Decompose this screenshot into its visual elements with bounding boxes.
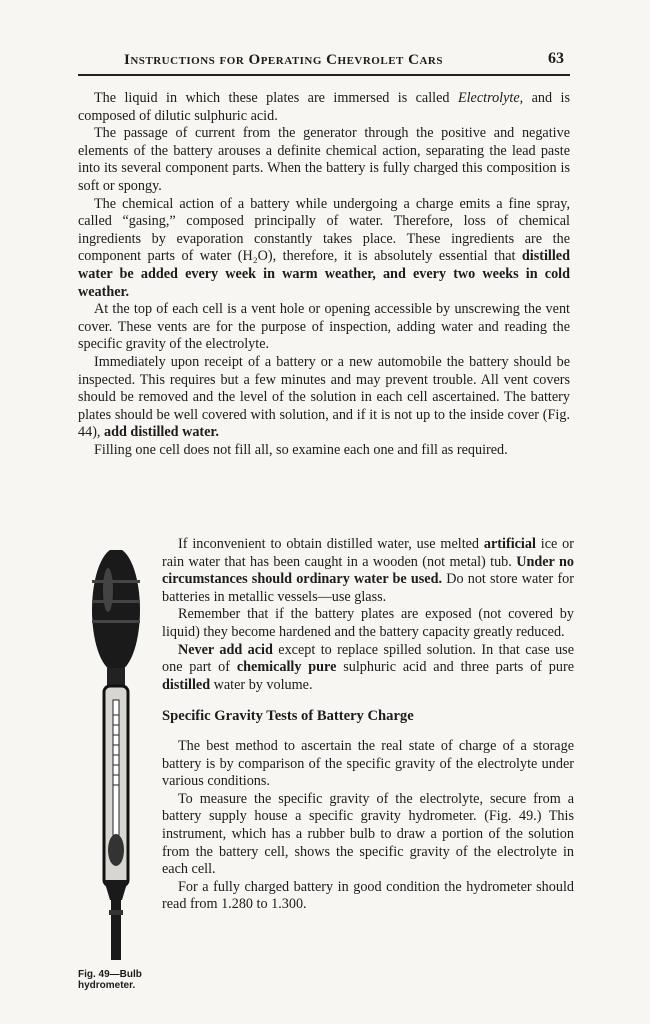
body-paragraph	[78, 196, 570, 302]
body-paragraph	[162, 791, 574, 879]
running-header	[78, 50, 570, 76]
text-run: Filling one cell does not fill all, so examine each one and fill as required.	[94, 441, 508, 458]
text-run: Remember that if the battery plates are exposed (not covered by liquid) they become hardened and the battery capacity greatly reduced.	[162, 606, 574, 640]
text-run: water by volume.	[210, 676, 313, 693]
text-run: Immediately upon receipt of a battery or a new automobile the battery should be inspected. This requires but a few minutes and may prevent trouble. All vent covers should be removed and the level of the solution in each cell ascertained. The battery plates should be well covered with solution, and if it is not up to the inside cover (Fig. 44),	[78, 353, 570, 441]
text-run: Do not store water for batteries in metallic vessels—use glass.	[162, 571, 574, 605]
hydrometer-icon	[86, 550, 146, 965]
text-run: chemically pure	[236, 659, 337, 676]
body-paragraph	[162, 738, 574, 791]
text-run: The passage of current from the generator through the positive and negative elements of the battery arouses a definite chemical action, separating the lead paste into its several component parts. When the battery is fully charged this composition is soft or spongy.	[78, 125, 570, 194]
body-paragraph	[78, 354, 570, 442]
body-paragraph	[78, 125, 570, 195]
right-column-text	[162, 536, 574, 914]
text-run: To measure the specific gravity of the electrolyte, secure from a battery supply house a specific gravity hydrometer. (Fig. 49.) This instrument, which has a rubber bulb to draw a portion of the solution from the battery cell, shows the specific gravity of the electrolyte in each cell.	[162, 790, 574, 878]
text-run: sulphuric acid and three parts of pure	[336, 659, 574, 676]
text-run: At the top of each cell is a vent hole or opening accessible by unscrewing the vent cover. These vents are for the purpose of inspection, adding water and reading the specific gravity of the electrolyte.	[78, 301, 570, 353]
text-run: Never add acid	[178, 641, 273, 658]
page-header-title: Instructions for Operating Chevrolet Cars	[124, 52, 443, 68]
text-run: Electrolyte,	[457, 90, 524, 106]
body-paragraph	[162, 606, 574, 641]
text-run: ice or rain water that has been caught in a wooden (not metal) tub.	[162, 536, 574, 570]
body-paragraph	[162, 642, 574, 695]
text-run: and is composed of dilutic sulphuric acid.	[78, 90, 570, 124]
body-paragraph	[78, 301, 570, 354]
body-paragraph	[162, 879, 574, 914]
text-run: The best method to ascertain the real state of charge of a storage battery is by comparison of the specific gravity of the electrolyte under various conditions.	[162, 737, 574, 790]
text-run: artificial	[483, 536, 536, 552]
text-run: The chemical action of a battery while undergoing a charge emits a fine spray, called “gasing,” composed principally of water. Therefore, loss of chemical ingredients by evaporation constantly takes place. These ingredients are the component parts of water (H₂O), therefore, it is absolutely essential that	[78, 195, 570, 265]
section-heading: Specific Gravity Tests of Battery Charge	[162, 708, 414, 725]
text-run: Under no circumstances should ordinary water be used.	[162, 553, 574, 588]
text-run: The liquid in which these plates are immersed is called	[94, 90, 458, 106]
body-paragraph	[78, 442, 570, 460]
page-number: 63	[548, 50, 564, 67]
text-run: If inconvenient to obtain distilled water, use melted	[178, 536, 484, 552]
main-body-text	[78, 90, 570, 459]
body-paragraph	[78, 90, 570, 125]
figure-hydrometer	[74, 540, 160, 1020]
text-run: distilled water be added every week in warm weather, and every two weeks in cold weather.	[78, 248, 570, 300]
body-paragraph	[162, 536, 574, 606]
text-run: except to replace spilled solution. In that case use one part of	[162, 641, 574, 676]
text-run: distilled	[162, 676, 211, 693]
figure-caption: Fig. 49—Bulb hydrometer.	[78, 969, 142, 991]
text-run: For a fully charged battery in good condition the hydrometer should read from 1.280 to 1.300.	[162, 878, 574, 913]
text-run: add distilled water.	[104, 424, 219, 441]
